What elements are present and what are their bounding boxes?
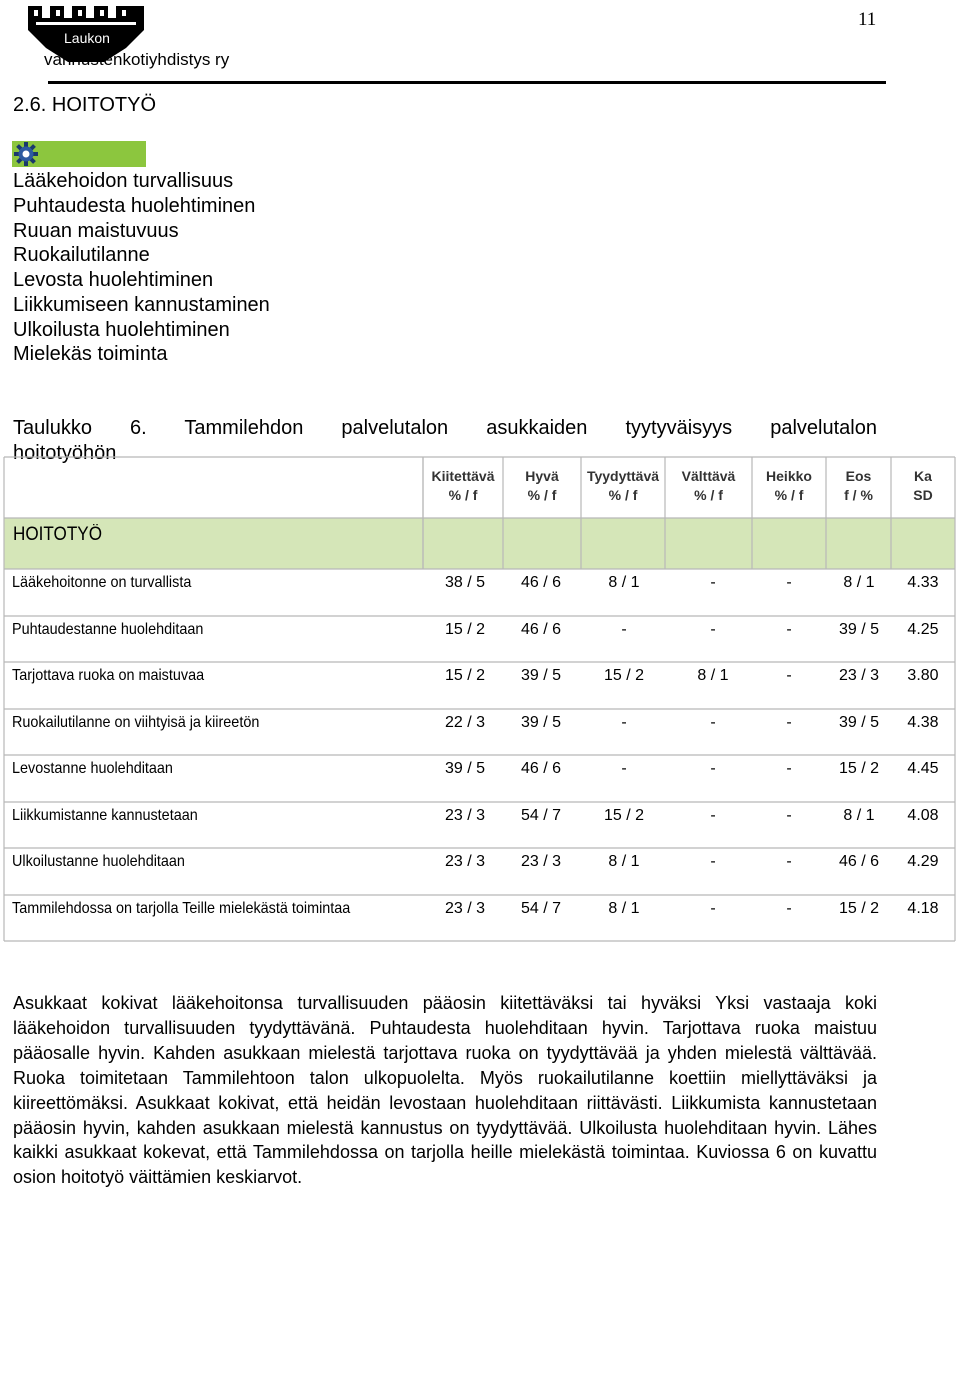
table-cell: 23 / 3 bbox=[444, 853, 486, 870]
column-header: % / f bbox=[527, 487, 557, 503]
table-cell: 4.38 bbox=[907, 714, 939, 731]
table-caption-continued: hoitotyöhön bbox=[13, 442, 117, 464]
table-cell: - bbox=[786, 760, 792, 777]
table-cell: 8 / 1 bbox=[608, 900, 640, 917]
table-cell: - bbox=[621, 714, 627, 731]
table-cell: 15 / 2 bbox=[444, 621, 486, 638]
table-cell: 39 / 5 bbox=[520, 714, 562, 731]
column-header: % / f bbox=[774, 487, 804, 503]
list-item: Levosta huolehtiminen bbox=[13, 269, 214, 291]
table-cell: - bbox=[621, 760, 627, 777]
table-cell: 23 / 3 bbox=[520, 853, 562, 870]
list-item: Liikkumiseen kannustaminen bbox=[13, 293, 270, 316]
table-cell: 8 / 1 bbox=[608, 853, 640, 870]
column-header: Eos bbox=[845, 468, 872, 484]
table-cell: 54 / 7 bbox=[520, 900, 562, 917]
table-cell: - bbox=[710, 760, 716, 777]
table-cell: 15 / 2 bbox=[838, 900, 880, 917]
section-heading: 2.6. HOITOTYÖ bbox=[13, 94, 156, 116]
table-cell: 46 / 6 bbox=[520, 621, 562, 638]
list-item: Lääkehoidon turvallisuus bbox=[13, 170, 234, 192]
table-cell: 15 / 2 bbox=[838, 760, 880, 777]
table-cell: - bbox=[786, 900, 792, 917]
table-caption: Taulukko 6. Tammilehdon palvelutalon asukkaiden tyytyväisyys palvelutalon bbox=[13, 417, 877, 439]
table-cell: 4.25 bbox=[907, 621, 939, 638]
table-cell: 46 / 6 bbox=[520, 760, 562, 777]
table-cell: - bbox=[710, 807, 716, 824]
table-cell: 23 / 3 bbox=[838, 667, 880, 684]
table-cell: 39 / 5 bbox=[838, 714, 880, 731]
table-cell: - bbox=[786, 574, 792, 591]
row-label: Tarjottava ruoka on maistuvaa bbox=[12, 667, 205, 684]
table-cell: - bbox=[786, 667, 792, 684]
column-header: Heikko bbox=[766, 468, 812, 484]
table-section-label: HOITOTYÖ bbox=[13, 524, 103, 545]
table-cell: 15 / 2 bbox=[444, 667, 486, 684]
column-header: Hyvä bbox=[525, 468, 559, 484]
table-cell: 38 / 5 bbox=[444, 574, 486, 591]
table-cell: 54 / 7 bbox=[520, 807, 562, 824]
column-header: Välttävä bbox=[681, 468, 736, 484]
row-label: Ulkoilustanne huolehditaan bbox=[12, 853, 185, 870]
table-cell: 8 / 1 bbox=[843, 807, 875, 824]
table-cell: 8 / 1 bbox=[697, 667, 729, 684]
table-cell: 46 / 6 bbox=[838, 853, 880, 870]
table-cell: 4.08 bbox=[907, 807, 939, 824]
row-label: Ruokailutilanne on viihtyisä ja kiireetön bbox=[12, 714, 260, 731]
table-cell: 39 / 5 bbox=[838, 621, 880, 638]
logo-text: Laukon bbox=[64, 30, 110, 46]
list-item: Mielekäs toiminta bbox=[13, 343, 168, 366]
column-header: SD bbox=[913, 487, 933, 503]
list-item: Ulkoilusta huolehtiminen bbox=[13, 318, 230, 341]
table-cell: 15 / 2 bbox=[603, 807, 645, 824]
column-header: Tyydyttävä bbox=[586, 468, 660, 484]
table-cell: 4.33 bbox=[907, 574, 939, 591]
list-item: Puhtaudesta huolehtiminen bbox=[13, 194, 256, 217]
table-cell: 3.80 bbox=[907, 667, 939, 684]
column-header: % / f bbox=[448, 487, 478, 503]
list-item: Ruokailutilanne bbox=[13, 244, 150, 267]
table-cell: 4.29 bbox=[907, 853, 939, 870]
column-header: % / f bbox=[608, 487, 638, 503]
summary-paragraph: Asukkaat kokivat lääkehoitonsa turvallisuuden pääosin kiitettäväksi tai hyväksi Yksi vastaaja koki lääkehoidon turvallisuuden tyydyttävänä. Puhtaudesta huolehditaan hyvin. Tarjottava ruoka maistuu pääosalle hyvin. Kahden asukkaan mielestä tarjottava ruoka on tyydyttävää ja yhden mielestä välttävää. Ruoka toimitetaan Tammilehtoon talon ulkopuolelta. Myös ruokailutilanne koettiin miellyttäväksi ja kiireettömäksi. Asukkaat kokivat, että heidän levostaan huolehditaan riittävästi. Liikkumista kannustetaan pääosin hyvin, kahden asukkaan mielestä kannustus on tyydyttävää. Ulkoilusta huolehditaan hyvin. Lähes kaikki asukkaat kokevat, että Tammilehdossa on tarjolla heille mielekästä toimintaa. Kuviossa 6 on kuvattu osion hoitotyö väittämien keskiarvot. bbox=[13, 993, 877, 1188]
table-cell: - bbox=[710, 714, 716, 731]
table-cell: 22 / 3 bbox=[444, 714, 486, 731]
row-label: Tammilehdossa on tarjolla Teille mielekästä toimintaa bbox=[12, 900, 351, 917]
table-cell: - bbox=[710, 574, 716, 591]
row-label: Lääkehoitonne on turvallista bbox=[12, 574, 192, 591]
table-cell: 39 / 5 bbox=[444, 760, 486, 777]
column-header: Ka bbox=[914, 468, 932, 484]
table-cell: - bbox=[786, 714, 792, 731]
table-cell: 4.18 bbox=[907, 900, 939, 917]
table-cell: - bbox=[710, 621, 716, 638]
row-label: Liikkumistanne kannustetaan bbox=[12, 807, 198, 824]
table-cell: - bbox=[710, 853, 716, 870]
table-cell: 23 / 3 bbox=[444, 807, 486, 824]
table-cell: 23 / 3 bbox=[444, 900, 486, 917]
table-cell: - bbox=[621, 621, 627, 638]
column-header: Kiitettävä bbox=[431, 468, 495, 484]
organization-name: vanhustenkotiyhdistys ry bbox=[44, 50, 230, 69]
table-cell: 39 / 5 bbox=[520, 667, 562, 684]
table-cell: - bbox=[786, 621, 792, 638]
table-cell: - bbox=[786, 853, 792, 870]
table-cell: 4.45 bbox=[907, 760, 939, 777]
list-item: Ruuan maistuvuus bbox=[13, 219, 179, 242]
page-number: 11 bbox=[858, 9, 877, 30]
column-header: f / % bbox=[844, 487, 873, 503]
row-label: Levostanne huolehditaan bbox=[12, 760, 173, 777]
table-cell: - bbox=[786, 807, 792, 824]
column-header: % / f bbox=[694, 487, 723, 503]
table-cell: 8 / 1 bbox=[843, 574, 875, 591]
table-cell: 15 / 2 bbox=[603, 667, 645, 684]
row-label: Puhtaudestanne huolehditaan bbox=[12, 621, 204, 638]
table-cell: 46 / 6 bbox=[520, 574, 562, 591]
table-cell: - bbox=[710, 900, 716, 917]
table-cell: 8 / 1 bbox=[608, 574, 640, 591]
